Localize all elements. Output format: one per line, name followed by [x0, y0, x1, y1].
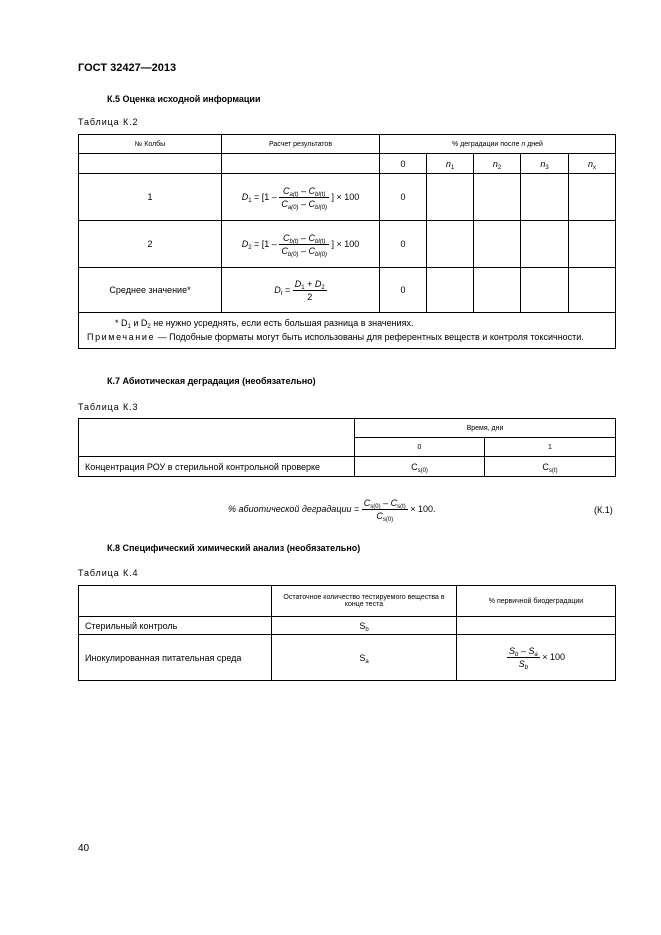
formula-biodegradation: $\frac{S_b - S_a}{S_b}$ × 100 — [457, 635, 616, 681]
document-id: ГОСТ 32427—2013 — [78, 62, 177, 74]
cell-value: $S_a$ — [272, 635, 457, 681]
cell-value: 0 — [380, 268, 427, 313]
col-n1: $n_1$ — [427, 154, 474, 174]
table-notes-row — [79, 313, 616, 349]
header-calculation: Расчет результатов — [222, 135, 380, 154]
formula-d1: $D_1 = [1$ – $\frac{C_{a(t)} - C_{bl(t)}}{C_{a(0)} - C_{bl(0)}}$ ] × 100 — [222, 174, 380, 221]
formula-dt: $D_t$ = $\frac{D_1 + D_2}{2}$ — [222, 268, 380, 313]
table-k3 — [78, 418, 616, 477]
page-number: 40 — [78, 843, 90, 854]
row-label: 2 — [79, 221, 222, 268]
table-k4 — [78, 585, 616, 681]
row-label: Среднее значение* — [79, 268, 222, 313]
table-k4-caption: Таблица К.4 — [78, 568, 139, 578]
col-n3: $n_3$ — [521, 154, 569, 174]
section-k8-title: К.8 Специфический химический анализ (необязательно) — [107, 543, 361, 553]
col-day-1: 1 — [485, 438, 616, 457]
equation-number: (К.1) — [594, 505, 613, 515]
empty-cell — [222, 154, 380, 174]
table-row — [79, 617, 616, 635]
col-n2: $n_2$ — [474, 154, 521, 174]
header-time-days: Время, дни — [355, 419, 616, 438]
table-row — [79, 221, 616, 268]
row-label: Стерильный контроль — [79, 617, 272, 635]
header-flask-number: № Колбы — [79, 135, 222, 154]
cell-value: $C_{s(t)}$ — [485, 457, 616, 477]
table-row — [79, 268, 616, 313]
row-label: Концентрация РОУ в стерильной контрольной проверке — [79, 457, 355, 477]
cell-value: $C_{s(0)}$ — [355, 457, 485, 477]
table-row — [79, 457, 616, 477]
row-label: Инокулированная питательная среда — [79, 635, 272, 681]
table-k2 — [78, 134, 616, 349]
equation-k1: % абиотической деградации = $\frac{C_{s(0)} - C_{s(t)}}{C_{s(0)}}$ × 100. — [228, 498, 436, 523]
formula-d2: $D_2 = [1$ – $\frac{C_{b(t)} - C_{bl(t)}}{C_{b(0)} - C_{bl(0)}}$ ] × 100 — [222, 221, 380, 268]
col-nx: $n_x$ — [569, 154, 616, 174]
table-k2-caption: Таблица К.2 — [78, 117, 139, 127]
table-k3-caption: Таблица К.3 — [78, 402, 139, 412]
empty-cell — [79, 154, 222, 174]
header-residual-amount: Остаточное количество тестируемого вещества в конце теста — [272, 586, 457, 617]
footnote: * $D_1$ и $D_2$ не нужно усреднять, если есть большая разница в значениях. — [115, 318, 414, 330]
section-k5-title: К.5 Оценка исходной информации — [107, 94, 261, 104]
header-degradation-percent: % деградации после n дней — [380, 135, 616, 154]
col-day-0: 0 — [380, 154, 427, 174]
col-day-0: 0 — [355, 438, 485, 457]
table-row — [79, 174, 616, 221]
cell-value: 0 — [380, 221, 427, 268]
cell-value: $S_b$ — [272, 617, 457, 635]
row-label: 1 — [79, 174, 222, 221]
table-row — [79, 635, 616, 681]
section-k7-title: К.7 Абиотическая деградация (необязательно) — [107, 376, 316, 386]
cell-value: 0 — [380, 174, 427, 221]
table-note: Примечание — Подобные форматы могут быть использованы для референтных веществ и контроля токсичности. — [87, 332, 584, 342]
header-primary-biodegradation: % первичной биодеградации — [457, 586, 616, 617]
